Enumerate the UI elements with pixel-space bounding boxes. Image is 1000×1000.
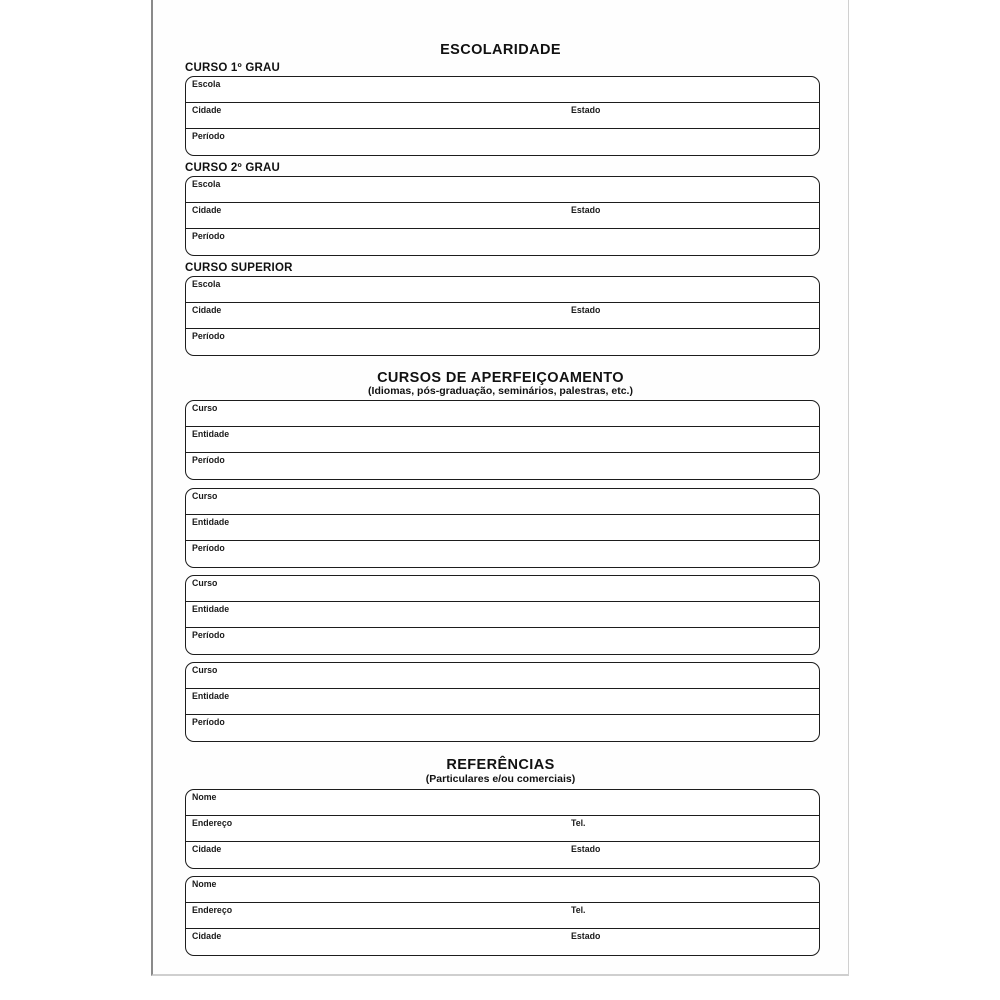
field-label-primary: Entidade: [192, 604, 230, 614]
field-label-primary: Período: [192, 331, 225, 341]
field-label-secondary: Estado: [571, 205, 601, 215]
form-row[interactable]: [186, 329, 819, 355]
form-row[interactable]: [186, 129, 819, 155]
field-label-primary: Endereço: [192, 818, 233, 828]
page-subtitle-aperfeicoamento: (Idiomas, pós-graduação, seminários, palestras, etc.): [368, 385, 633, 397]
form-row[interactable]: [186, 541, 819, 567]
form-row[interactable]: [186, 842, 819, 868]
form-row[interactable]: [186, 628, 819, 654]
field-label-primary: Cidade: [192, 205, 222, 215]
form-row[interactable]: [186, 229, 819, 255]
form-row[interactable]: [186, 790, 819, 816]
form-row[interactable]: [186, 689, 819, 715]
field-label-secondary: Estado: [571, 305, 601, 315]
form-row[interactable]: [186, 877, 819, 903]
field-label-primary: Endereço: [192, 905, 233, 915]
form-row[interactable]: [186, 453, 819, 479]
form-row[interactable]: [186, 929, 819, 955]
form-row[interactable]: [186, 401, 819, 427]
form-field-box[interactable]: [185, 276, 820, 356]
field-label-primary: Curso: [192, 491, 218, 501]
form-field-box[interactable]: [185, 400, 820, 480]
group-label-escolaridade-0: CURSO 1º GRAU: [185, 62, 280, 74]
page-title-aperfeicoamento: CURSOS DE APERFEIÇOAMENTO: [377, 370, 624, 386]
form-field-box[interactable]: [185, 176, 820, 256]
form-row[interactable]: [186, 303, 819, 329]
group-label-escolaridade-1: CURSO 2º GRAU: [185, 162, 280, 174]
form-row[interactable]: [186, 602, 819, 628]
field-label-primary: Nome: [192, 879, 217, 889]
page-title-referencias: REFERÊNCIAS: [446, 757, 555, 773]
form-row[interactable]: [186, 816, 819, 842]
field-label-primary: Período: [192, 543, 225, 553]
form-field-box[interactable]: [185, 876, 820, 956]
scanned-page: [151, 0, 849, 976]
field-label-primary: Nome: [192, 792, 217, 802]
form-field-box[interactable]: [185, 575, 820, 655]
field-label-primary: Período: [192, 231, 225, 241]
field-label-secondary: Estado: [571, 931, 601, 941]
form-row[interactable]: [186, 203, 819, 229]
form-field-box[interactable]: [185, 662, 820, 742]
field-label-primary: Escola: [192, 179, 221, 189]
field-label-primary: Curso: [192, 578, 218, 588]
field-label-secondary: Tel.: [571, 818, 586, 828]
field-label-primary: Cidade: [192, 305, 222, 315]
field-label-primary: Período: [192, 131, 225, 141]
form-row[interactable]: [186, 903, 819, 929]
field-label-primary: Curso: [192, 403, 218, 413]
field-label-primary: Escola: [192, 279, 221, 289]
field-label-primary: Período: [192, 455, 225, 465]
field-label-primary: Escola: [192, 79, 221, 89]
field-label-secondary: Tel.: [571, 905, 586, 915]
field-label-secondary: Estado: [571, 105, 601, 115]
form-field-box[interactable]: [185, 789, 820, 869]
form-row[interactable]: [186, 103, 819, 129]
form-row[interactable]: [186, 77, 819, 103]
form-row[interactable]: [186, 427, 819, 453]
field-label-secondary: Estado: [571, 844, 601, 854]
form-row[interactable]: [186, 489, 819, 515]
form-row[interactable]: [186, 277, 819, 303]
form-sheet: [153, 0, 848, 974]
form-row[interactable]: [186, 715, 819, 741]
field-label-primary: Cidade: [192, 105, 222, 115]
field-label-primary: Curso: [192, 665, 218, 675]
field-label-primary: Cidade: [192, 931, 222, 941]
form-row[interactable]: [186, 177, 819, 203]
field-label-primary: Entidade: [192, 429, 230, 439]
form-row[interactable]: [186, 576, 819, 602]
field-label-primary: Período: [192, 630, 225, 640]
field-label-primary: Entidade: [192, 691, 230, 701]
field-label-primary: Entidade: [192, 517, 230, 527]
page-subtitle-referencias: (Particulares e/ou comerciais): [425, 773, 576, 785]
form-field-box[interactable]: [185, 488, 820, 568]
form-row[interactable]: [186, 663, 819, 689]
page-title-escolaridade: ESCOLARIDADE: [440, 42, 561, 58]
form-field-box[interactable]: [185, 76, 820, 156]
field-label-primary: Cidade: [192, 844, 222, 854]
group-label-escolaridade-2: CURSO SUPERIOR: [185, 262, 293, 274]
form-row[interactable]: [186, 515, 819, 541]
field-label-primary: Período: [192, 717, 225, 727]
